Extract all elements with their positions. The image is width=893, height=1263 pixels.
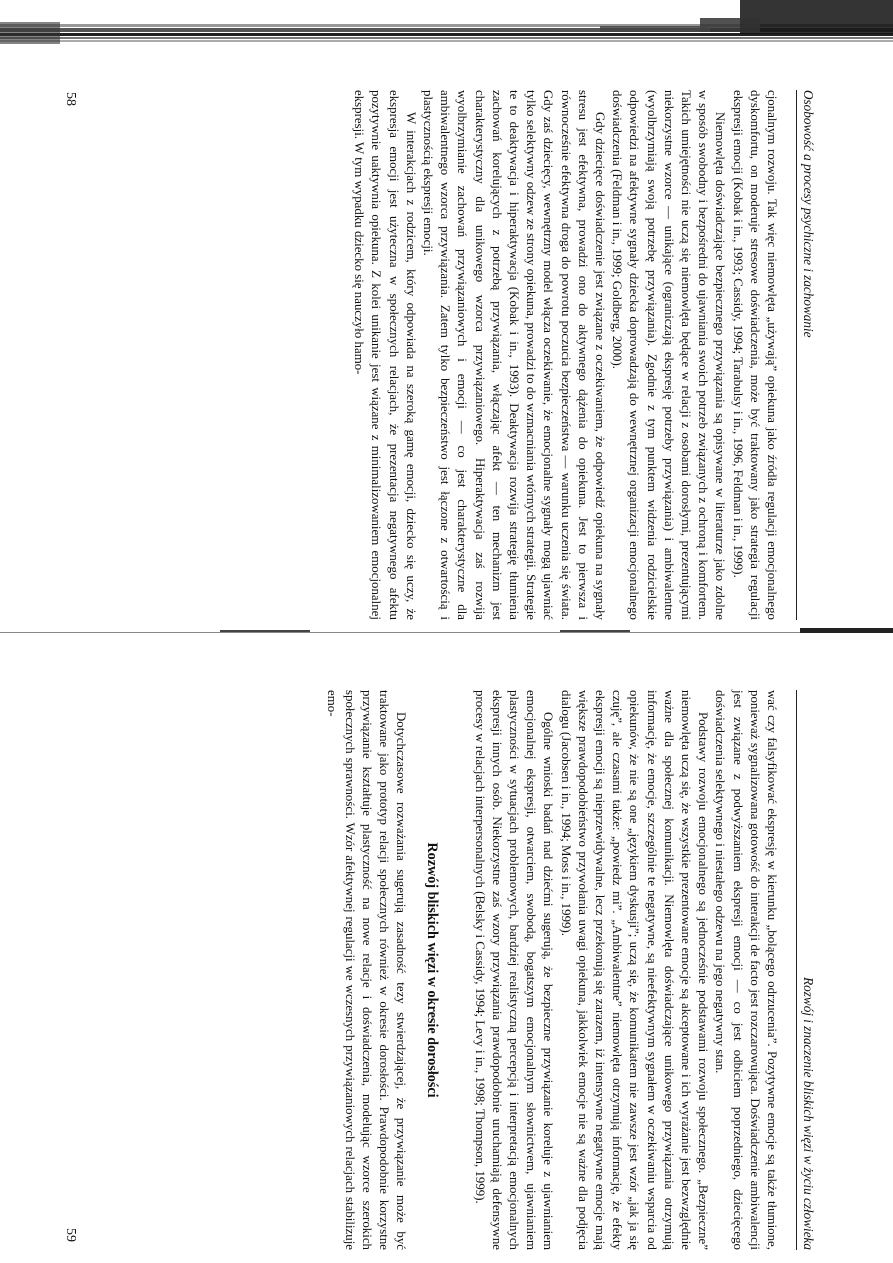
left-page: [50, 70, 830, 630]
running-header: Osobowość a procesy psychiczne i zachowanie: [796, 90, 816, 620]
body-text: [350, 90, 780, 620]
paragraph: Ogólne wnioski badań nad dziećmi sugerują, że bezpieczne przywiązanie koreluje z ujawnianiem emocjonalnej ekspresji, otwarciem, swobodą, bogatszym emocjonalnym słownictwem, ujawnianiem plastyczności w sytuacjach problemowych, bardziej realistyczną percepcją i interpretacją emocjonalnych ekspresji innych osób. Niekorzystne zaś wzory przywiązania prawdopodobnie uruchamiają defensywne procesy w relacjach interpersonalnych (Belsky i Cassidy, 1994; Levy i in., 1998; Thompson, 1999).: [472, 690, 556, 1250]
paragraph: wać czy falsyfikować ekspresję w kierunku „bolącego odrzucenia”. Pozytywne emocje są także tłumione, ponieważ sygnalizowana gotowość do interakcji de facto jest rozczarowująca. Doświadczenie ambiwalencji jest związane z podwyższaniem ekspresji emocji — co jest odbiciem poprzedniego, dziecięcego doświadczenia selektywnego i niestałego odzewu na jego negatywny stan.: [713, 690, 779, 1250]
page-number: 58: [63, 92, 78, 106]
body-text: [323, 690, 780, 1250]
paragraph: Niemowlęta doświadczające bezpiecznego przywiązania są opisywane w literaturze jako zdolne w sposób swobodny i bezpośredni do ujawniania swoich potrzeb związanych z ochroną i komfortem. Takich umiejętności nie uczą się niemowlęta będące w relacji z osobami dorosłymi, prezentującymi niekorzystne wzorce — unikające (ograniczają ekspresję potrzeby przywiązania) i ambiwalentne (wyolbrzymiają swoją potrzebę przywiązania). Zgodnie z tym punktem widzenia rodzicielskie odpowiedzi na afektywne sygnały dziecka doprowadzają do wewnętrznej organizacji emocjonalnego doświadczenia (Feldman i in., 1999; Goldberg, 2000).: [610, 90, 728, 620]
right-page: [50, 650, 830, 1250]
paragraph: cjonalnym rozwoju. Tak więc niemowlęta „używają” opiekuna jako źródła regulacji emocjonalnego dyskomfortu, on moderuje stresowe doświadczenia, może być traktowany jako strategia regulacji ekspresji emocji (Kobak i in., 1993; Cassidy, 1994; Tarabulsy i in., 1996, Feldman i in., 1999).: [730, 90, 779, 620]
paragraph: Podstawy rozwoju emocjonalnego są jednocześnie podstawami rozwoju społecznego. „Bezpieczne” niemowlęta uczą się, że wszystkie prezentowane emocje są akceptowane i ich wyrażanie jest bezwzględnie ważne dla społecznej komunikacji. Niemowlęta doświadczające unikowego przywiązania otrzymują informację, że emocje, szczególnie te negatywne, są nieefektywnym sygnałem w oczekiwaniu wsparcia od opiekunów, że nie są one „językiem dyskusji”; uczą się, że komunikatem nie zawsze jest wzór „jak ja się czuję”, ale czasami także: „powiedz mi”. „Ambiwalentne” niemowlęta otrzymują informację, że efekty ekspresji emocji są nieprzewidywalne, lecz przekonują się zarazem, iż intensywne negatywne emocje mają większe prawdopodobieństwo przywołania uwagi opiekuna, jakkolwiek emocje nie są ważne dla podjęcia dialogu (Jacobsen i in., 1994; Moss i in., 1999).: [558, 690, 711, 1250]
paragraph: W interakcjach z rodzicem, który odpowiada na szeroką gamę emocji, dziecko się uczy, że ekspresja emocji jest użyteczna w społecznych relacjach, że prezentacja negatywnego afektu pozytywnie uaktywnia opiekuna. Z kolei unikanie jest wiązane z minimalizowaniem emocjonalnej ekspresji. W tym wypadku dziecko się nauczyło hamo-: [352, 90, 418, 620]
paragraph: Dotychczasowe rozważania sugerują zasadność tezy stwierdzającej, że przywiązanie może być traktowane jako prototyp relacji społecznych również w okresie dorosłości. Prawdopodobnie korzystne przywiązanie kształtuje plastyczność na nowe relacje i doświadczenia, modelując wzorce szerokich społecznych sprawności. Wzór afektywnej regulacji we wczesnych przywiązaniowych relacjach stabilizuje emo-: [325, 690, 409, 1250]
scan-edge-artifact: [0, 0, 893, 58]
page-number: 59: [63, 1228, 78, 1242]
paragraph: Gdy dziecięce doświadczenie jest związane z oczekiwaniem, że odpowiedź opiekuna na sygnały stresu jest efektywna, prowadzi ono do aktywnego dążenia do opiekuna. Jest to pierwsza i równocześnie efektywna droga do powrotu poczucia bezpieczeństwa — warunku uczenia się świata. Gdy zaś dziecięcy, wewnętrzny model włącza oczekiwanie, że emocjonalne sygnały mogą ujawniać tylko selektywny odzew ze strony opiekuna, prowadzi to do wzmacniania wtórnych strategii. Strategie te to deaktywacja i hiperaktywacja (Kobak i in., 1993). Deaktywacja rozwija strategię tłumienia zachowań korelujących z potrzebą przywiązania, włączając afekt — ten mechanizm jest charakterystyczny dla unikowego wzorca przywiązaniowego. Hiperaktywacja zaś rozwija wyolbrzymianie zachowań przywiązaniowych i emocji — co jest charakterystyczne dla ambiwalentnego wzorca przywiązania. Zatem tylko bezpieczeństwo jest łączone z otwartością i plastycznością ekspresji emocji.: [420, 90, 607, 620]
running-header: Rozwój i znaczenie bliskich więzi w życiu człowieka: [796, 690, 816, 1250]
section-heading: Rozwój bliskich więzi w okresie dorosłości: [424, 842, 441, 1098]
